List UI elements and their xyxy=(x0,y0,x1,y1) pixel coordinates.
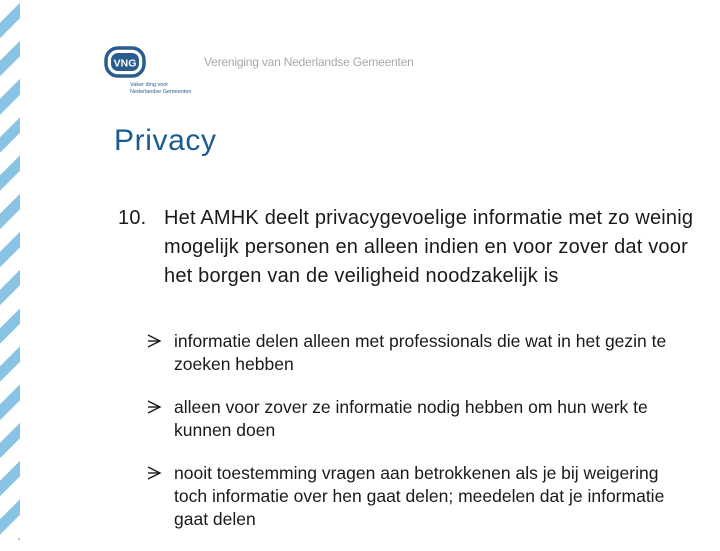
bullet-text: alleen voor zover ze informatie nodig hebben om hun werk te kunnen doen xyxy=(174,397,648,440)
organization-name: Vereniging van Nederlandse Gemeenten xyxy=(204,55,414,69)
vng-logo-mark xyxy=(104,44,160,80)
main-point-number: 10. xyxy=(118,207,147,229)
decorative-stripe-band xyxy=(0,0,20,540)
main-point-text: Het AMHK deelt privacygevoelige informatie met zo weinig mogelijk personen en alleen indien en voor zover dat voor het borgen van de veiligheid noodzakelijk is xyxy=(164,207,694,287)
logo-subtitle: Vaker ding voor Nederlandse Gemeenten xyxy=(130,82,192,95)
vng-logo xyxy=(104,44,196,96)
bullet-list xyxy=(146,330,686,551)
bullet-item xyxy=(146,330,686,376)
bullet-item xyxy=(146,396,686,442)
slide-title: Privacy xyxy=(114,124,217,157)
bullet-text: nooit toestemming vragen aan betrokkenen als je bij weigering toch informatie over hen gaat delen; meedelen dat je informatie gaat delen xyxy=(174,463,665,529)
arrow-bullet-icon xyxy=(146,465,162,481)
logo-text: VNG xyxy=(113,57,137,70)
bullet-item xyxy=(146,462,686,531)
main-point xyxy=(118,204,708,291)
arrow-bullet-icon xyxy=(146,333,162,349)
arrow-bullet-icon xyxy=(146,399,162,415)
bullet-text: informatie delen alleen met professionals die wat in het gezin te zoeken hebben xyxy=(174,331,667,374)
